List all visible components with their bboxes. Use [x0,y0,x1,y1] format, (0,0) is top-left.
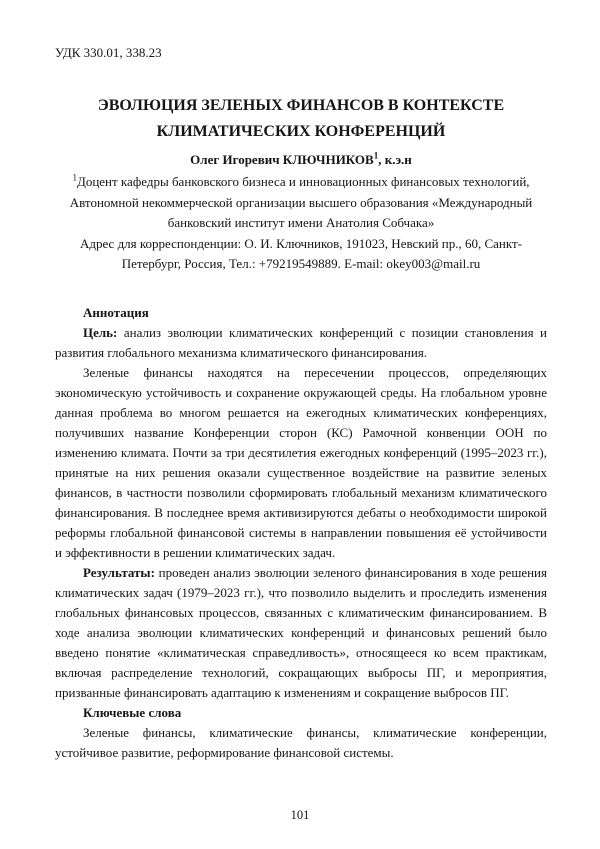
affiliation-text: Доцент кафедры банковского бизнеса и инновационных финансовых технологий, Автономной некоммерческой организации высшего образования «Международный банковский институт имени Анатолия Собчака» [69,174,533,231]
results-paragraph [55,563,547,703]
paper-title: ЭВОЛЮЦИЯ ЗЕЛЕНЫХ ФИНАНСОВ В КОНТЕКСТЕ КЛИМАТИЧЕСКИХ КОНФЕРЕНЦИЙ [97,97,505,140]
affiliation-marker: 1 [72,173,77,183]
author-affiliation-marker: 1 [373,150,379,161]
results-text: проведен анализ эволюции зеленого финансирования в ходе решения климатических задач (1979–2023 гг.), что позволило выделить и проследить изменения глобальных финансовых процессов, связанных с климатическим финансированием. В ходе анализа эволюции климатических конференций и финансовых решений было введено понятие «климатическая справедливость», относящееся ко всем практикам, включая распределение технологий, сокращающих выбросы ПГ, и мероприятия, призванные финансировать адаптацию к изменениям и сокращение выбросов ПГ. [55,565,547,701]
goal-text: анализ эволюции климатических конференций с позиции становления и развития глобального механизма климатического финансирования. [55,325,547,361]
results-label: Результаты: [83,565,155,581]
keywords-heading: Ключевые слова [83,705,182,721]
affiliation [55,172,547,234]
author-line [55,150,547,170]
goal-paragraph [55,323,547,363]
body-paragraph: Зеленые финансы находятся на пересечении процессов, определяющих экономическую устойчивость и сохранение окружающей среды. На глобальном уровне данная проблема во многом решается на ежегодных климатических конференциях, получивших название Конференции сторон (КС) Рамочной конвенции ООН по изменению климата. Почти за три десятилетия ежегодных конференций (1995–2023 гг.), принятые на них решения оказали существенное воздействие на развитие зеленых финансов, в частности позволили сформировать глобальный механизм климатического финансирования. В последнее время активизируются дебаты о необходимости широкой реформы глобальной финансовой системы в направлении повышения её устойчивости и эффективности в решении климатических задач. [55,365,547,561]
abstract-section [55,303,547,763]
keywords-paragraph: Зеленые финансы, климатические финансы, климатические конференции, устойчивое развитие, реформирование финансовой системы. [55,725,547,761]
correspondence-address: Адрес для корреспонденции: О. И. Ключников, 191023, Невский пр., 60, Санкт-Петербург, Россия, Тел.: +79219549889. E-mail: okey003@mail.ru [79,235,523,272]
abstract-heading: Аннотация [83,304,149,320]
udc-code: УДК 330.01, 338.23 [55,45,162,60]
author-degree: , к.э.н [378,152,412,168]
page-number: 101 [290,808,310,822]
goal-label: Цель: [83,325,118,340]
author-name: Олег Игоревич КЛЮЧНИКОВ [190,152,374,168]
